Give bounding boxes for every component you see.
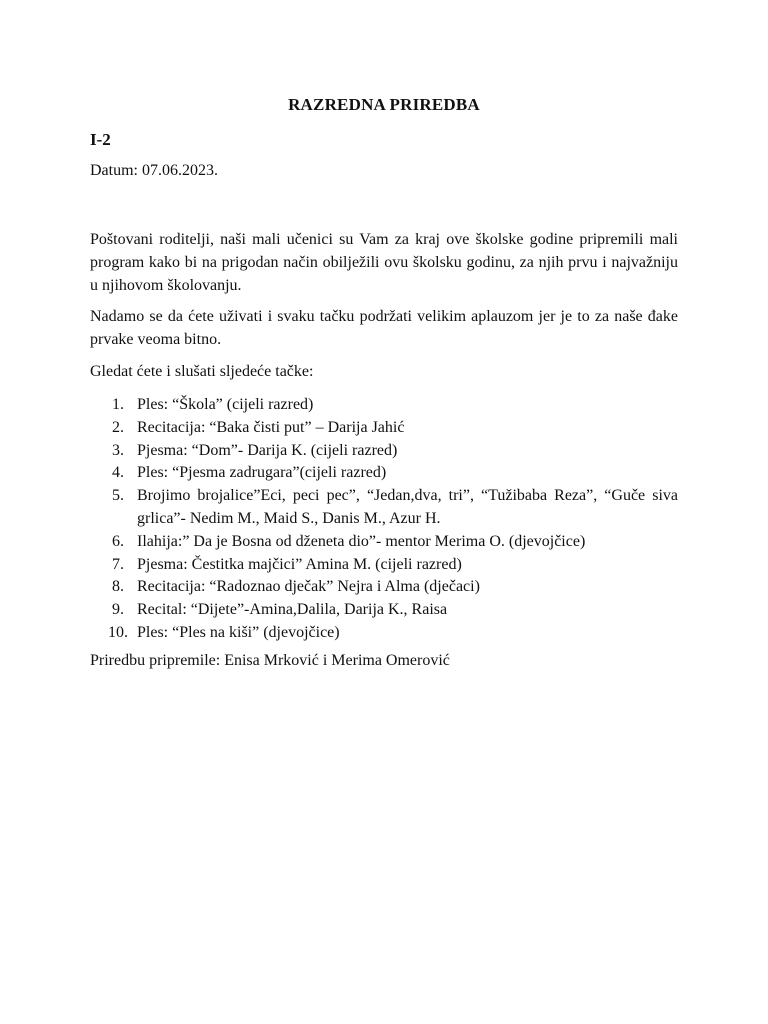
program-item-text: Recital: “Dijete”-Amina,Dalila, Darija K., Raisa <box>137 601 448 619</box>
intro-paragraph: Poštovani roditelji, naši mali učenici su Vam za kraj ove školske godine pripremili mali program kako bi na prigodan način obilježili ovu školsku godinu, za njih prvu i najvažniju u njihovom školovanju. <box>90 231 678 294</box>
program-item-number: 6. <box>112 532 124 550</box>
program-item-number: 5. <box>112 487 124 505</box>
date-line <box>90 162 218 180</box>
document-title: RAZREDNA PRIREDBA <box>288 95 480 114</box>
date-value: 07.06.2023. <box>142 162 218 179</box>
program-item-number: 10. <box>108 623 128 641</box>
program-item-text: Ilahija:” Da je Bosna od dženeta dio”- mentor Merima O. (djevojčice) <box>137 532 586 550</box>
program-item-number: 9. <box>112 601 124 619</box>
applause-paragraph: Nadamo se da ćete uživati i svaku tačku podržati velikim aplauzom jer je to za naše đake prvake veoma bitno. <box>90 308 678 348</box>
program-item-text: Ples: “Ples na kiši” (djevojčice) <box>137 623 340 641</box>
program-item-number: 8. <box>112 578 124 596</box>
program-item <box>90 394 678 417</box>
program-item <box>90 531 678 554</box>
program-item-number: 4. <box>112 464 124 482</box>
class-label: I-2 <box>90 130 111 149</box>
program-item <box>90 485 678 531</box>
program-item <box>90 599 678 622</box>
program-item-text: Ples: “Škola” (cijeli razred) <box>137 396 314 413</box>
program-item-number: 7. <box>112 555 124 573</box>
program-item <box>90 462 678 485</box>
program-item <box>90 417 678 440</box>
program-item-text: Recitacija: “Baka čisti put” – Darija Jahić <box>137 418 405 436</box>
program-item <box>90 576 678 599</box>
program-item <box>90 622 678 645</box>
program-intro: Gledat ćete i slušati sljedeće tačke: <box>90 363 314 380</box>
program-item-text: Brojimo brojalice”Eci, peci pec”, “Jedan,dva, tri”, “Tužibaba Reza”, “Guče siva grlica”- Nedim M., Maid S., Danis M., Azur H. <box>137 487 678 527</box>
program-item-text: Ples: “Pjesma zadrugara”(cijeli razred) <box>137 464 387 482</box>
program-list <box>90 394 678 645</box>
program-item-text: Pjesma: “Dom”- Darija K. (cijeli razred) <box>137 441 398 459</box>
prepared-by-line: Priredbu pripremile: Enisa Mrković i Merima Omerović <box>90 652 450 669</box>
program-item-number: 2. <box>112 418 124 436</box>
program-item-number: 3. <box>112 441 124 459</box>
program-item <box>90 440 678 463</box>
program-item <box>90 554 678 577</box>
program-item-number: 1. <box>112 396 124 413</box>
program-item-text: Pjesma: Čestitka majčici” Amina M. (cijeli razred) <box>137 555 462 573</box>
program-item-text: Recitacija: “Radoznao dječak” Nejra i Alma (dječaci) <box>137 578 480 596</box>
date-label: Datum: <box>90 162 138 179</box>
